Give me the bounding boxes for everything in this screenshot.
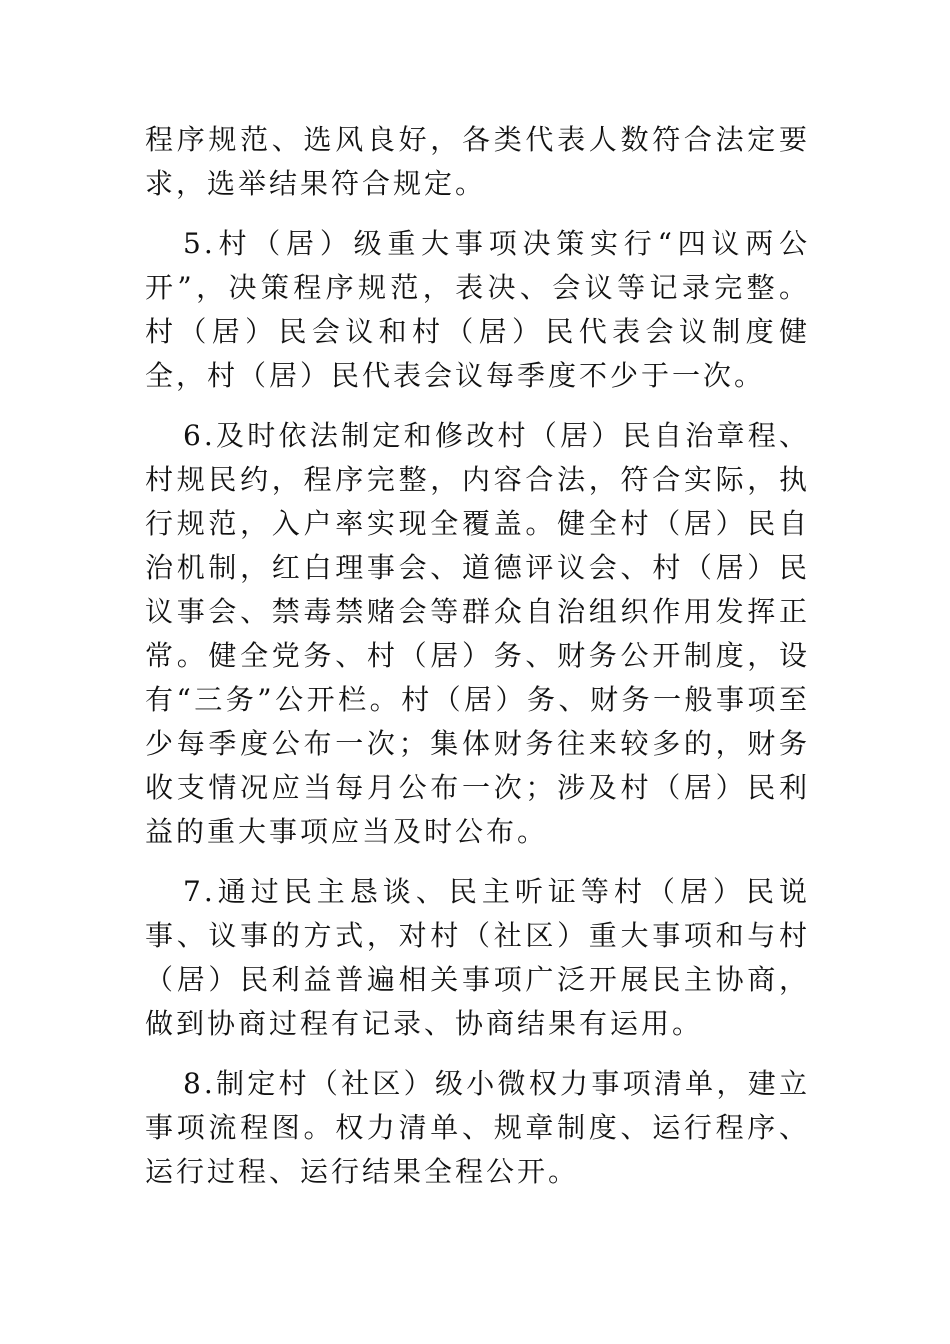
document-body [145, 118, 810, 1210]
paragraph-item-6: 6.及时依法制定和修改村（居）民自治章程、村规民约，程序完整，内容合法，符合实际，执行规范，入户率实现全覆盖。健全村（居）民自治机制，红白理事会、道德评议会、村（居）民议事会、禁毒禁赌会等群众自治组织作用发挥正常。健全党务、村（居）务、财务公开制度，设有“三务”公开栏。村（居）务、财务一般事项至少每季度公布一次；集体财务往来较多的，财务收支情况应当每月公布一次；涉及村（居）民利益的重大事项应当及时公布。 [145, 419, 810, 848]
paragraph-continuation: 程序规范、选风良好，各类代表人数符合法定要求，选举结果符合规定。 [145, 123, 810, 200]
paragraph-item-7: 7.通过民主恳谈、民主听证等村（居）民说事、议事的方式，对村（社区）重大事项和与村（居）民利益普遍相关事项广泛开展民主协商，做到协商过程有记录、协商结果有运用。 [145, 875, 810, 1040]
paragraph-item-8: 8.制定村（社区）级小微权力事项清单，建立事项流程图。权力清单、规章制度、运行程序、运行过程、运行结果全程公开。 [145, 1067, 810, 1188]
paragraph-item-5: 5.村（居）级重大事项决策实行“四议两公开”，决策程序规范，表决、会议等记录完整。村（居）民会议和村（居）民代表会议制度健全，村（居）民代表会议每季度不少于一次。 [145, 227, 810, 392]
